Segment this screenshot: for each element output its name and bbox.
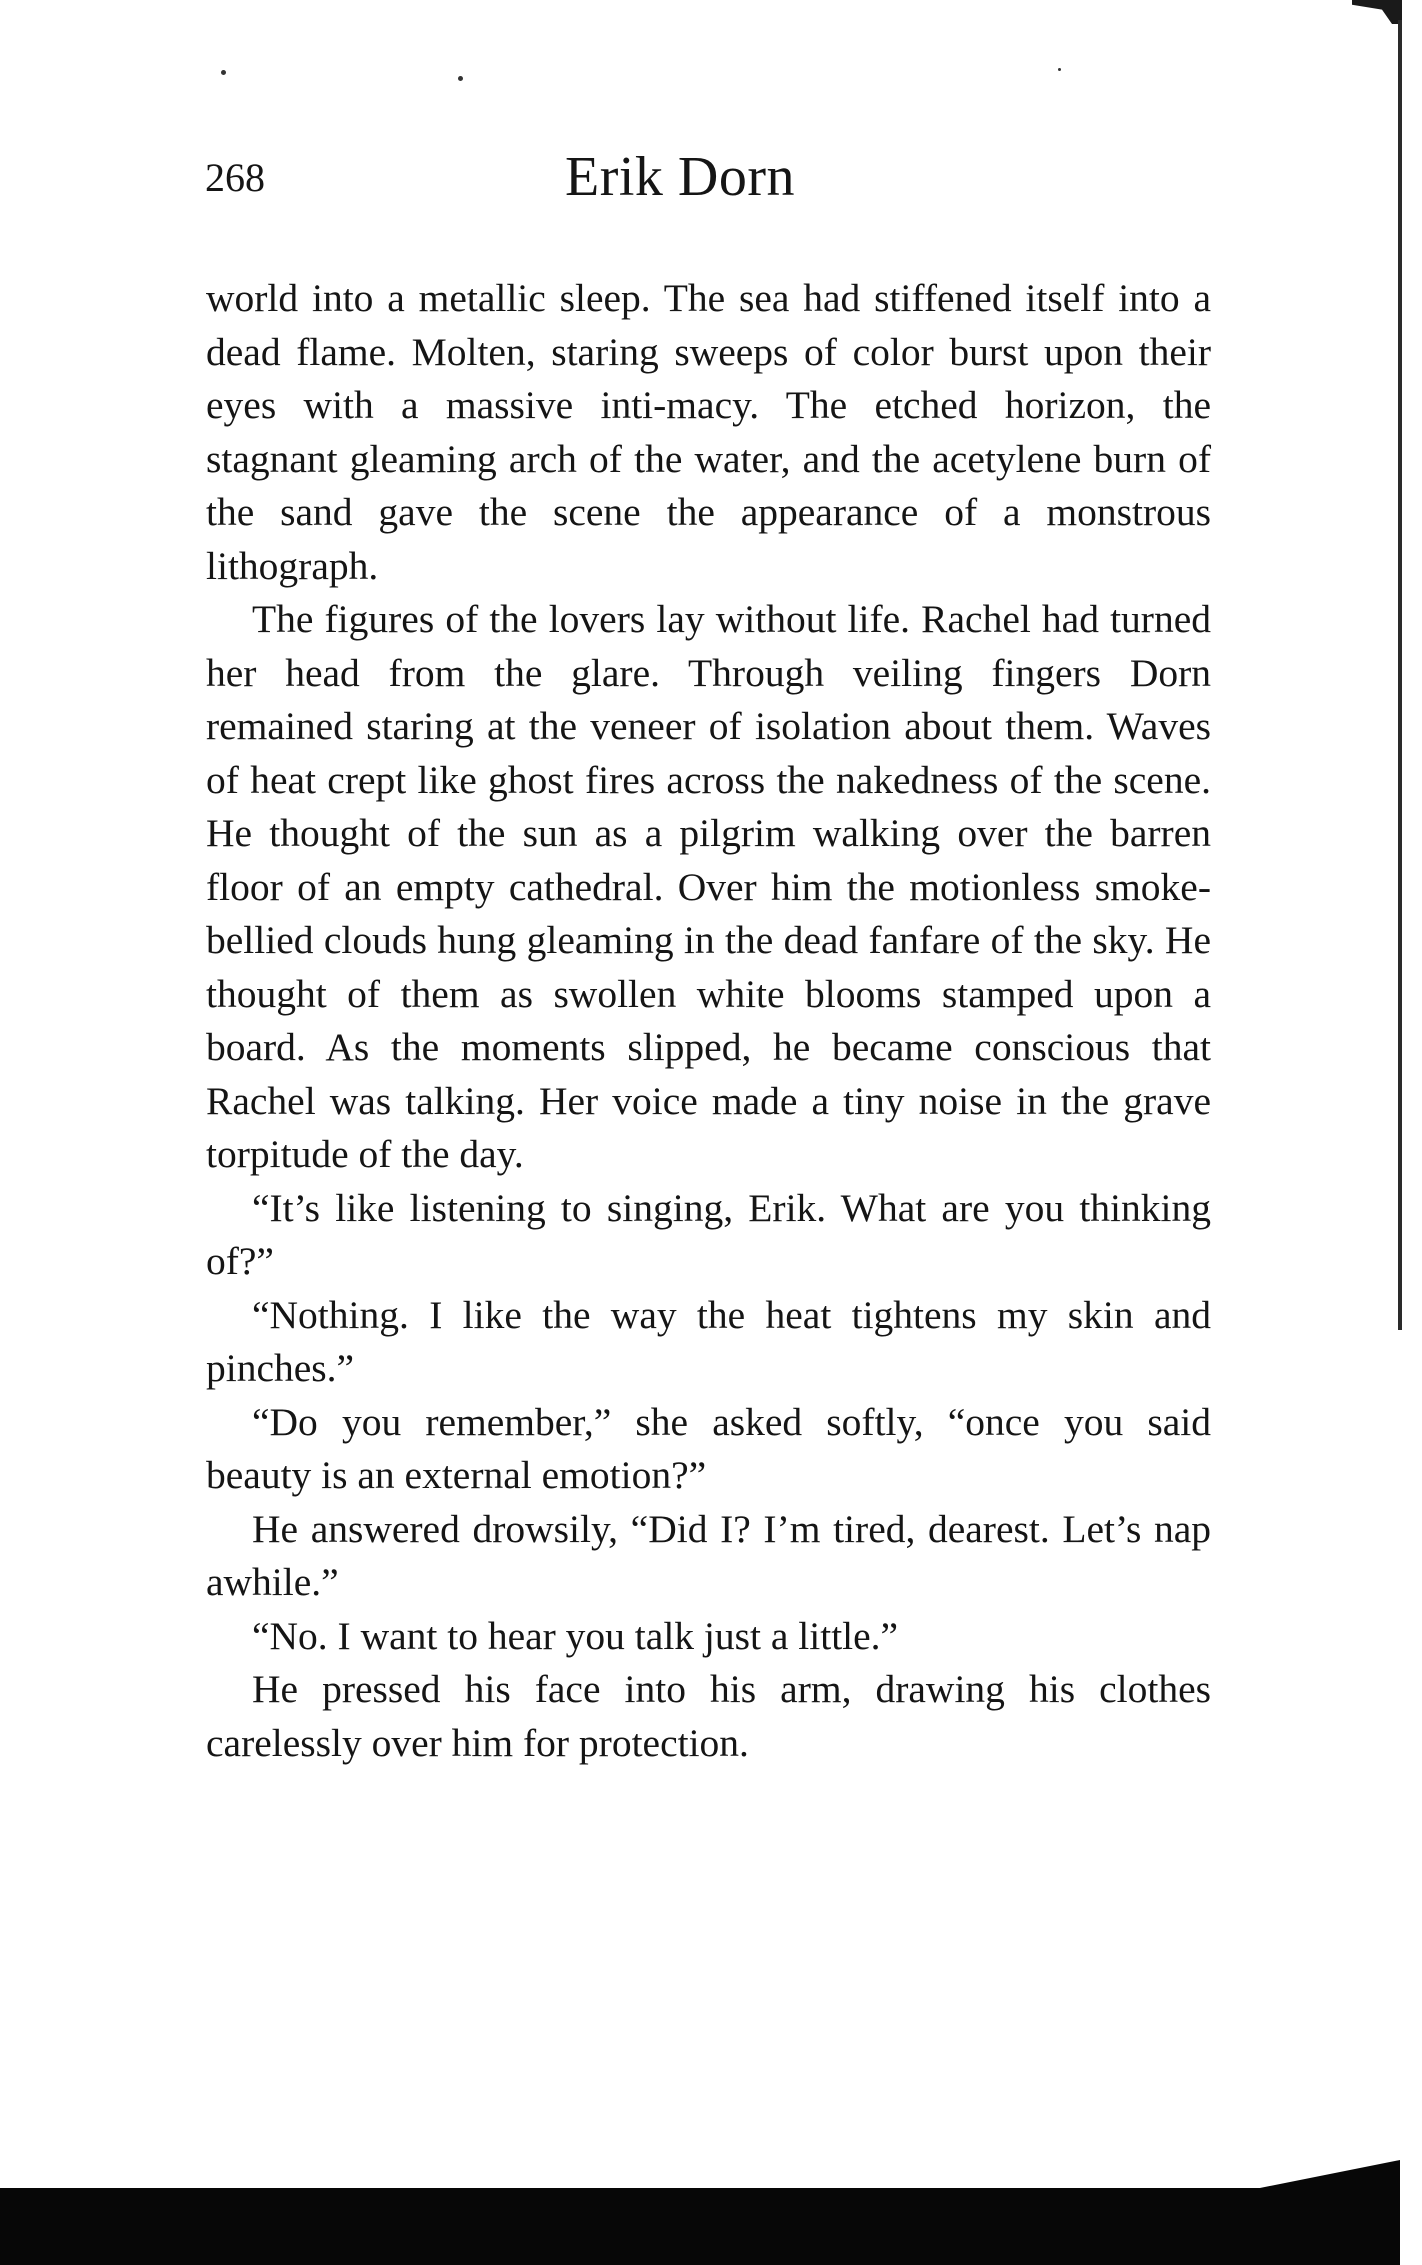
page-edge-shadow <box>1398 20 1402 1330</box>
speck <box>221 70 226 75</box>
paragraph: “It’s like listening to singing, Erik. What are you thinking of?” <box>206 1185 1211 1283</box>
paragraph: “Nothing. I like the way the heat tightens my skin and pinches.” <box>206 1292 1211 1390</box>
paragraph: “Do you remember,” she asked softly, “once you said beauty is an external emotion?” <box>206 1399 1211 1497</box>
page-header <box>205 145 1215 215</box>
paragraph: “No. I want to hear you talk just a little.” <box>252 1613 899 1658</box>
paragraph: The figures of the lovers lay without life. Rachel had turned her head from the glare. Through veiling fingers Dorn remained staring at the veneer of isolation about them. Waves of heat crept like ghost fires across the nakedness of the scene. He thought of the sun as a pilgrim walking over the barren floor of an empty cathedral. Over him the motionless smoke-bellied clouds hung gleaming in the dead fanfare of the sky. He thought of them as swollen white blooms stamped upon a board. As the moments slipped, he became conscious that Rachel was talking. Her voice made a tiny noise in the grave torpitude of the day. <box>206 597 1211 1176</box>
page-number: 268 <box>205 155 265 200</box>
speck <box>458 76 463 81</box>
speck <box>1058 68 1061 71</box>
paragraph: He answered drowsily, “Did I? I’m tired, dearest. Let’s nap awhile.” <box>206 1506 1211 1604</box>
paragraph: He pressed his face into his arm, drawing his clothes carelessly over him for protection. <box>206 1667 1211 1765</box>
paragraph: world into a metallic sleep. The sea had stiffened itself into a dead flame. Molten, staring sweeps of color burst upon their eyes with a massive inti-macy. The etched horizon, the stagnant gleaming arch of the water, and the acetylene burn of the sand gave the scene the appearance of a monstrous lithograph. <box>206 276 1211 588</box>
page-edge-mark <box>1352 0 1402 24</box>
scan-edge-shadow <box>1250 2160 1400 2190</box>
scan-bottom-border <box>0 2188 1400 2265</box>
body-text <box>206 272 1211 1770</box>
running-title: Erik Dorn <box>565 146 796 208</box>
